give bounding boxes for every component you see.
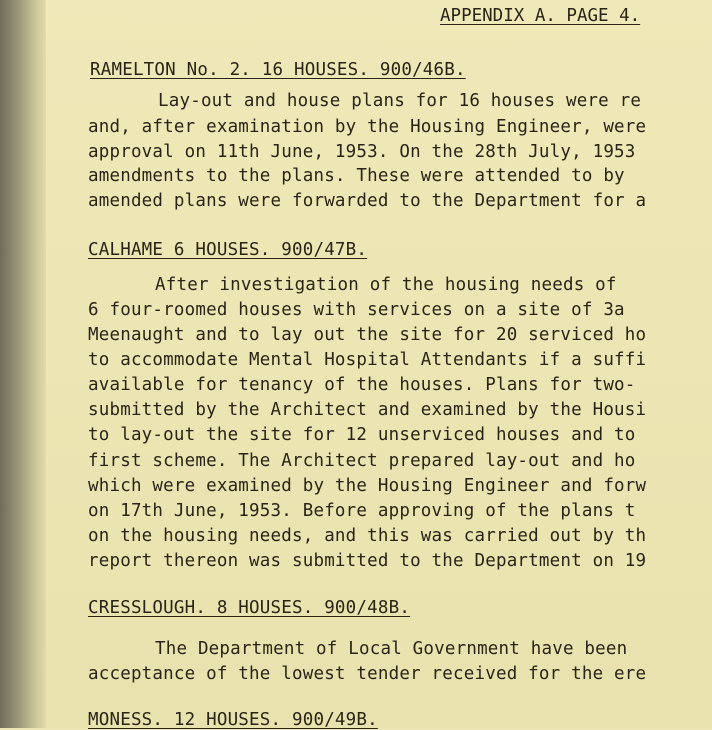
paragraph-line: first scheme. The Architect prepared lay-out and ho (88, 451, 636, 471)
section-heading-calhame: CALHAME 6 HOUSES. 900/47B. (88, 240, 368, 260)
paragraph-line: submitted by the Architect and examined by the Housi (88, 400, 647, 420)
paragraph-line: and, after examination by the Housing Engineer, were (88, 117, 647, 137)
paragraph-line: 6 four-roomed houses with services on a site of 3a (88, 300, 625, 320)
paragraph-line: to lay-out the site for 12 unserviced houses and to (88, 425, 636, 445)
paragraph-line: report thereon was submitted to the Department on 19 (88, 551, 647, 571)
page-binding-shadow (0, 0, 46, 728)
paragraph-line: acceptance of the lowest tender received for the ere (88, 664, 647, 684)
paragraph-line: amendments to the plans. These were attended to by (88, 166, 625, 186)
paragraph-line: Meenaught and to lay out the site for 20 serviced ho (88, 325, 647, 345)
paragraph-line: on 17th June, 1953. Before approving of the plans t (88, 501, 636, 521)
paragraph-line: The Department of Local Government have been (155, 639, 628, 659)
paragraph-line: which were examined by the Housing Engineer and forw (88, 476, 647, 496)
paragraph-line: on the housing needs, and this was carried out by th (88, 526, 647, 546)
section-heading-cresslough: CRESSLOUGH. 8 HOUSES. 900/48B. (88, 598, 411, 618)
paragraph-line: amended plans were forwarded to the Department for a (88, 191, 647, 211)
section-heading-rameltion: RAMELTON No. 2. 16 HOUSES. 900/46B. (90, 60, 466, 80)
paragraph-line: to accommodate Mental Hospital Attendants if a suffi (88, 350, 647, 370)
paragraph-line: Lay-out and house plans for 16 houses were re (158, 91, 642, 111)
page-header: APPENDIX A. PAGE 4. (440, 6, 641, 26)
paragraph-line: After investigation of the housing needs of (155, 275, 617, 295)
section-heading-moness: MONESS. 12 HOUSES. 900/49B. (88, 710, 378, 730)
paragraph-line: approval on 11th June, 1953. On the 28th July, 1953 (88, 142, 636, 162)
paragraph-line: available for tenancy of the houses. Plans for two- (88, 375, 636, 395)
